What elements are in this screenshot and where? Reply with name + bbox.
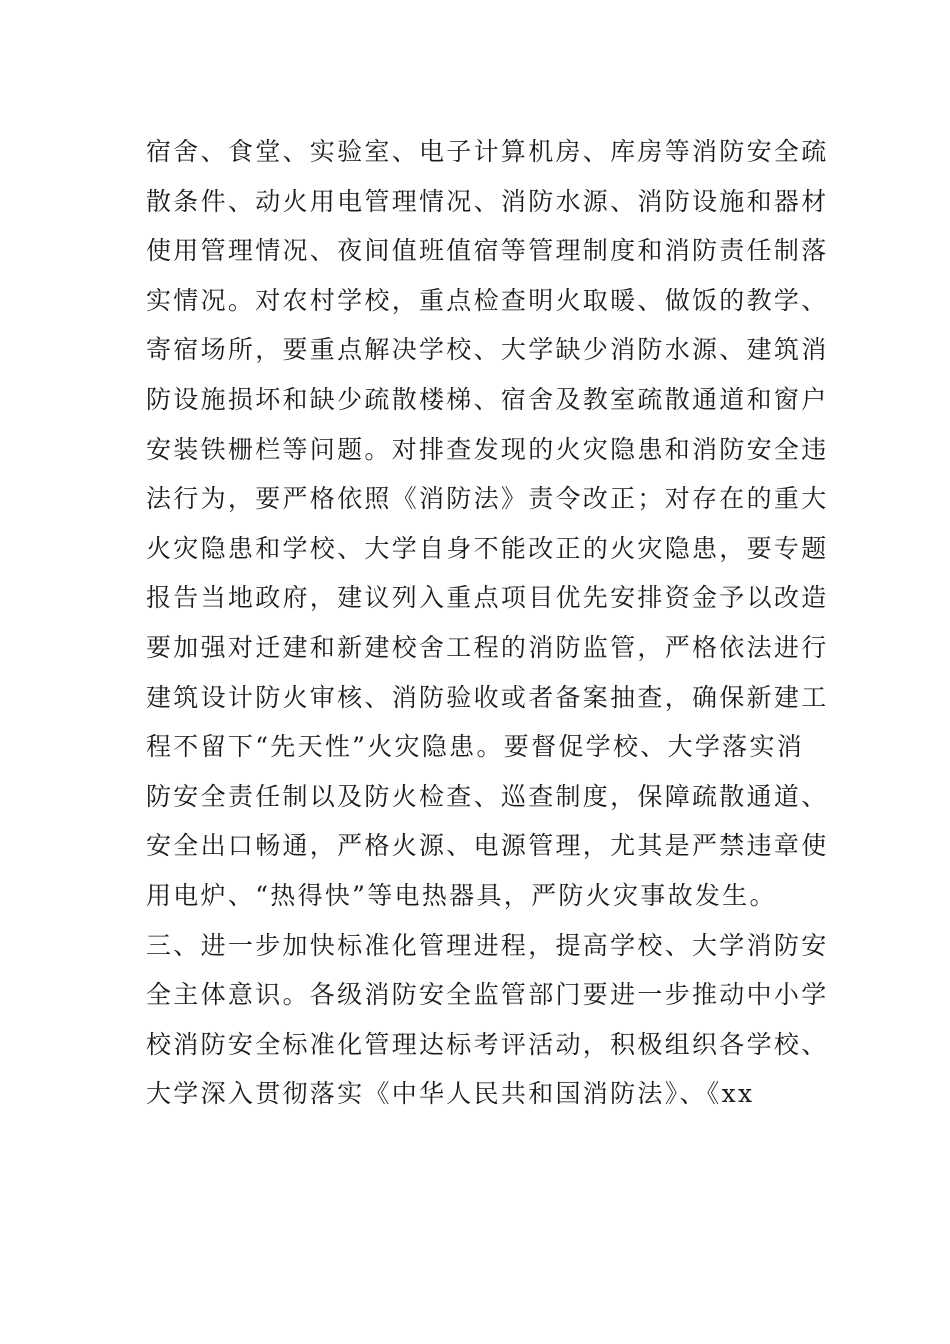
- text-line: 安装铁栅栏等问题。对排查发现的火灾隐患和消防安全违: [146, 434, 829, 464]
- text-line: 防安全责任制以及防火检查、巡查制度，保障疏散通道、: [146, 781, 829, 811]
- text-line: 建筑设计防火审核、消防验收或者备案抽查，确保新建工: [146, 682, 829, 712]
- text-line: 报告当地政府，建议列入重点项目优先安排资金予以改造: [146, 583, 829, 613]
- text-line: 法行为，要严格依照《消防法》责令改正；对存在的重大: [146, 484, 829, 514]
- text-line: 宿舍、食堂、实验室、电子计算机房、库房等消防安全疏: [146, 137, 829, 166]
- text-line: 大学深入贯彻落实《中华人民共和国消防法》、《xx: [146, 1079, 755, 1109]
- text-line: 散条件、动火用电管理情况、消防水源、消防设施和器材: [146, 186, 829, 216]
- text-line: 使用管理情况、夜间值班值宿等管理制度和消防责任制落: [146, 236, 829, 266]
- text-line: 实情况。对农村学校，重点检查明火取暖、做饭的教学、: [146, 285, 829, 315]
- text-line: 全主体意识。各级消防安全监管部门要进一步推动中小学: [146, 980, 829, 1010]
- text-line: 防设施损坏和缺少疏散楼梯、宿舍及教室疏散通道和窗户: [146, 384, 829, 414]
- text-line: 程不留下“先天性”火灾隐患。要督促学校、大学落实消: [146, 732, 805, 762]
- text-line: 安全出口畅通，严格火源、电源管理，尤其是严禁违章使: [146, 831, 829, 861]
- text-line: 火灾隐患和学校、大学自身不能改正的火灾隐患，要专题: [146, 533, 829, 563]
- section-heading-line: 三、进一步加快标准化管理进程，提高学校、大学消防安: [146, 930, 829, 960]
- text-line: 要加强对迁建和新建校舍工程的消防监管，严格依法进行: [146, 632, 829, 662]
- text-line: 校消防安全标准化管理达标考评活动，积极组织各学校、: [146, 1029, 829, 1059]
- body-text: [146, 127, 846, 1119]
- text-line: 寄宿场所，要重点解决学校、大学缺少消防水源、建筑消: [146, 335, 829, 365]
- text-line: 用电炉、“热得快”等电热器具，严防火灾事故发生。: [146, 880, 777, 910]
